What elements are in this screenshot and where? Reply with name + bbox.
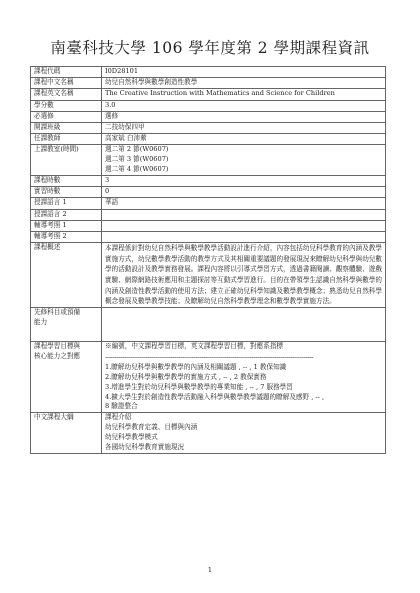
row-prerequisite (31, 308, 386, 342)
value-license-2 (102, 231, 386, 242)
row-credits (31, 100, 386, 111)
outcomes-header: ※編號，中文課程學習目標，英文課程學習目標，對應系指標 (105, 342, 284, 351)
label-license-1: 輔導考照 1 (31, 220, 102, 231)
value-language-1: 華語 (102, 198, 386, 209)
label-practice-hours: 實習時數 (31, 187, 102, 198)
label-credits: 學分數 (31, 100, 102, 111)
value-classroom (102, 145, 386, 176)
value-outline (102, 413, 386, 454)
outline-line: 課程介紹 (105, 413, 132, 422)
label-teacher: 任課教師 (31, 134, 102, 145)
row-overview (31, 243, 386, 308)
label-line: 能力 (34, 318, 48, 327)
outline-line: 幼兒科學教育定義、目標與內涵 (105, 423, 198, 432)
label-course-code: 課程代碼 (31, 67, 102, 78)
course-info-table (30, 66, 386, 454)
row-required (31, 111, 386, 122)
label-language-2: 授課語言 2 (31, 209, 102, 220)
outcome-item: 2.瞭解幼兒科學與數學教學的實施方式 , -- , 2 教保實務 (105, 372, 267, 381)
label-hours: 課程時數 (31, 175, 102, 186)
label-line: 核心能力之對應 (34, 352, 81, 361)
row-classroom (31, 145, 386, 176)
value-english-name: The Creative Instruction with Mathematics and Science for Children (102, 89, 386, 100)
row-english-name (31, 89, 386, 100)
page-title: 南臺科技大學 106 學年度第 2 學期課程資訊 (50, 39, 370, 57)
label-language-1: 授課語言 1 (31, 198, 102, 209)
row-teacher (31, 134, 386, 145)
label-class: 開課班級 (31, 122, 102, 133)
value-class: 二技幼保四甲 (102, 122, 386, 133)
outcome-item: 4.擴大學生對於創造性教學活動融入科學與數學教學議題的瞭解及感野 , -- , (105, 392, 325, 401)
row-chinese-name (31, 78, 386, 89)
label-chinese-name: 課程中文名稱 (31, 78, 102, 89)
classroom-line: 週二第 3 節(W0607) (105, 155, 169, 164)
outline-line: 幼兒科學教學模式 (105, 433, 158, 442)
row-outline (31, 413, 386, 454)
row-license-1 (31, 220, 386, 231)
label-line: 先修科目或預備 (34, 308, 81, 317)
row-hours (31, 175, 386, 186)
row-language-1 (31, 198, 386, 209)
label-license-2: 輔導考照 2 (31, 231, 102, 242)
value-required: 選修 (102, 111, 386, 122)
page-number: 1 (207, 566, 213, 574)
row-license-2 (31, 231, 386, 242)
value-hours: 3 (102, 175, 386, 186)
label-prerequisite (31, 308, 102, 342)
outline-line: 各國幼兒科學教育實施現況 (105, 443, 185, 452)
value-teacher: 高家斌 白沛縈 (102, 134, 386, 145)
value-overview: 本課程係針對幼兒自然科學與數學教學活動設計進行介紹，內容包括幼兒科學教育的內涵及教學實施方式，幼兒數學教學活動的教學方式及其相關重要議題的發展現況來瞭解幼兒科學與幼兒數學的活動設計及教學實務發展。課程內容將以引導式學習方式，透過書籍閱讀、觀察體驗、遊戲實驗、網際網路技術應用和主題探討等互動式學習進行。目的在帶領學生認識自然科學與數學的內涵及創造性教學活動的使用方法；建立正確幼兒科學知識及數學教學概念；熟悉幼兒自然科學概念發展及數學教學技能；及瞭解幼兒自然科學教學理念和數學教學實施方法。 (102, 243, 386, 308)
value-course-code: I0D28101 (102, 67, 386, 78)
label-learning-outcomes (31, 342, 102, 413)
outcome-item: 3.增進學生對於幼兒科學與數學教學的專業知能 , -- , 7 服務學習 (105, 382, 293, 391)
outcome-item: 8 驗證整合 (105, 402, 138, 411)
value-practice-hours: 0 (102, 187, 386, 198)
row-course-code (31, 67, 386, 78)
row-language-2 (31, 209, 386, 220)
row-practice-hours (31, 187, 386, 198)
value-credits: 3.0 (102, 100, 386, 111)
value-learning-outcomes (102, 342, 386, 413)
label-classroom: 上課教室(時間) (31, 145, 102, 176)
value-chinese-name: 幼兒自然科學與數學創造性教學 (102, 78, 386, 89)
row-class (31, 122, 386, 133)
label-english-name: 課程英文名稱 (31, 89, 102, 100)
label-overview: 課程概述 (31, 243, 102, 308)
label-required: 必選修 (31, 111, 102, 122)
label-line: 課程學習目標與 (34, 342, 81, 351)
classroom-line: 週二第 2 節(W0607) (105, 145, 169, 154)
value-license-1 (102, 220, 386, 231)
outcome-item: 1.瞭解幼兒科學與數學教學的內涵及相關議題 , -- , 1 教保知識 (105, 362, 287, 371)
value-language-2 (102, 209, 386, 220)
row-learning-outcomes (31, 342, 386, 413)
label-outline: 中文課程大綱 (31, 413, 102, 454)
classroom-line: 週二第 4 節(W0607) (105, 165, 169, 174)
value-prerequisite (102, 308, 386, 342)
outcomes-separator: ------------------------------------------------------------------------------------------------------------ (105, 353, 314, 362)
